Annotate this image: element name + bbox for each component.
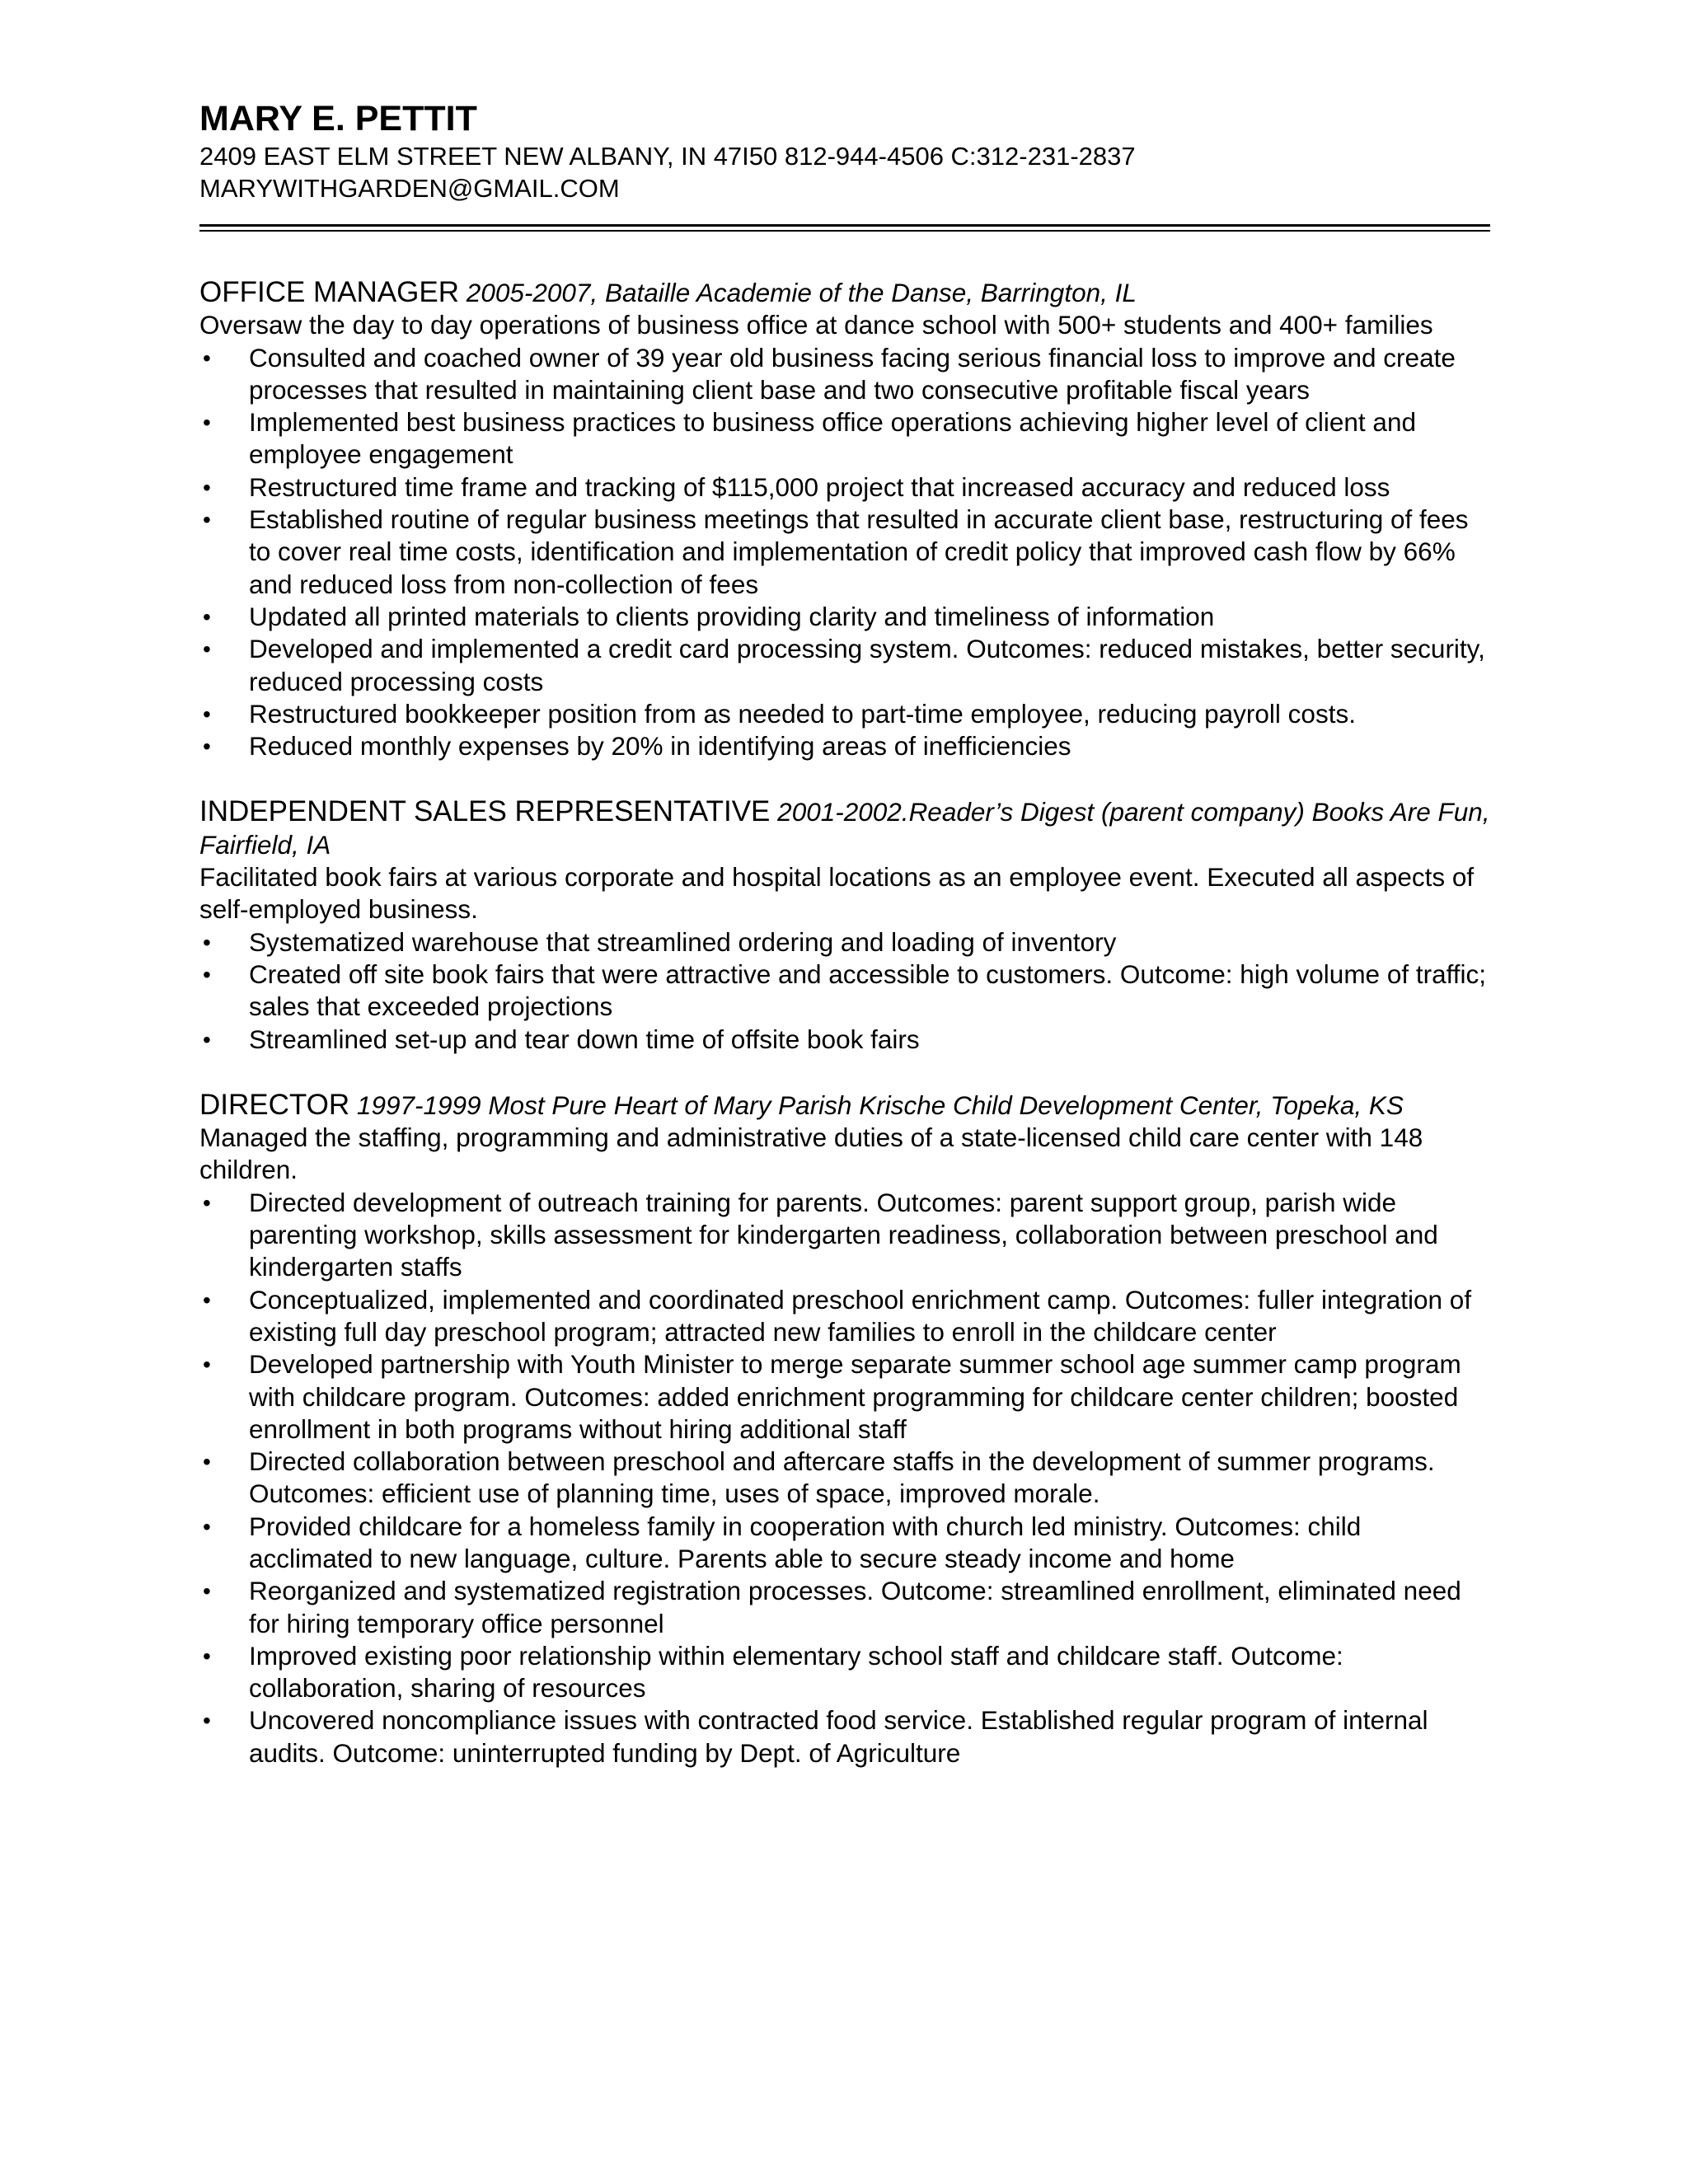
bullet-icon: • [203,603,211,630]
bullet-icon: • [203,929,211,955]
job-dates-employer: 2005-2007, Bataille Academie of the Danse, Barrington, IL [466,278,1137,307]
experience-list [199,276,1490,1769]
bullet-icon: • [203,733,211,760]
achievement-item [199,1284,1490,1349]
bullet-icon: • [203,1189,211,1216]
job-header [199,276,1490,309]
achievement-text: Uncovered noncompliance issues with contracted food service. Established regular program of internal audits. Outcome: uninterrupted funding by Dept. of Agriculture [249,1705,1428,1768]
bullet-icon: • [203,1286,211,1313]
achievement-item [199,504,1490,601]
job-summary: Facilitated book fairs at various corporate and hospital locations as an employee event. Executed all aspects of self-employed business. [199,862,1475,925]
email-line: MARYWITHGARDEN@GMAIL.COM [199,174,620,203]
achievement-item [199,1511,1490,1576]
job-title: INDEPENDENT SALES REPRESENTATIVE [199,795,771,828]
achievement-text: Restructured bookkeeper position from as needed to part-time employee, reducing payroll costs. [249,698,1356,729]
achievement-item [199,730,1490,762]
achievement-text: Improved existing poor relationship within elementary school staff and childcare staff. Outcome: collaboration, sharing of resources [249,1640,1343,1704]
achievement-item [199,633,1490,698]
achievement-item [199,601,1490,633]
achievement-text: Streamlined set-up and tear down time of offsite book fairs [249,1024,920,1054]
job-summary: Managed the staffing, programming and administrative duties of a state-licensed child care center with 148 children. [199,1122,1423,1185]
job-section [199,795,1490,1055]
achievement-text: Directed collaboration between preschool and aftercare staffs in the development of summer programs. Outcomes: efficient use of planning time, uses of space, improved morale. [249,1446,1435,1509]
job-title: DIRECTOR [199,1088,350,1121]
bullet-icon: • [203,1352,211,1378]
bullet-icon: • [203,410,211,436]
achievement-text: Conceptualized, implemented and coordinated preschool enrichment camp. Outcomes: fuller integration of existing full day preschool program; attracted new families to enroll in the childcare center [249,1284,1472,1347]
job-section [199,276,1490,762]
achievement-item [199,471,1490,504]
achievement-text: Restructured time frame and tracking of $115,000 project that increased accuracy and reduced loss [249,471,1390,502]
address-phone-line: 2409 EAST ELM STREET NEW ALBANY, IN 47I50 812-944-4506 C:312-231-2837 [199,142,1136,171]
achievement-text: Established routine of regular business meetings that resulted in accurate client base, restructuring of fees to cover real time costs, identification and implementation of credit policy that improved cash flow by 66% and reduced loss from non-collection of fees [249,504,1469,599]
candidate-name: MARY E. PETTIT [199,99,477,138]
achievement-item [199,698,1490,730]
bullet-icon: • [203,1708,211,1734]
achievement-text: Developed partnership with Youth Minister to merge separate summer school age summer camp program with childcare program. Outcomes: added enrichment programming for childcare center children; boosted enrollment in both programs without hiring additional staff [249,1349,1461,1444]
achievement-item [199,1640,1490,1705]
achievement-text: Updated all printed materials to clients providing clarity and timeliness of information [249,601,1215,631]
bullet-icon: • [203,1578,211,1605]
achievement-item [199,958,1490,1024]
job-section [199,1089,1490,1769]
achievement-list [199,926,1490,1056]
header-divider [199,224,1490,232]
achievement-item [199,1704,1490,1769]
achievement-text: Systematized warehouse that streamlined ordering and loading of inventory [249,926,1117,957]
achievement-item [199,342,1490,407]
bullet-icon: • [203,961,211,987]
achievement-item [199,926,1490,958]
bullet-icon: • [203,344,211,371]
bullet-icon: • [203,1513,211,1540]
achievement-text: Implemented best business practices to business office operations achieving higher level of client and employee engagement [249,407,1416,470]
achievement-item [199,1024,1490,1056]
achievement-item [199,1575,1490,1640]
bullet-icon: • [203,1026,211,1052]
achievement-text: Reduced monthly expenses by 20% in identifying areas of inefficiencies [249,731,1071,762]
achievement-item [199,1446,1490,1511]
achievement-item [199,1187,1490,1284]
achievement-text: Consulted and coached owner of 39 year old business facing serious financial loss to improve and create processes that resulted in maintaining client base and two consecutive profitable fiscal years [249,342,1456,405]
bullet-icon: • [203,1449,211,1475]
job-dates-employer: 1997-1999 Most Pure Heart of Mary Parish Krische Child Development Center, Topeka, KS [356,1090,1404,1120]
achievement-list [199,342,1490,763]
bullet-icon: • [203,507,211,533]
resume-page [199,97,1490,1769]
achievement-text: Developed and implemented a credit card processing system. Outcomes: reduced mistakes, better security, reduced processing costs [249,634,1485,696]
job-summary: Oversaw the day to day operations of business office at dance school with 500+ students and 400+ families [199,310,1433,340]
achievement-list [199,1187,1490,1769]
bullet-icon: • [203,474,211,500]
achievement-text: Created off site book fairs that were attractive and accessible to customers. Outcome: high volume of traffic; sales that exceeded projections [249,958,1487,1022]
achievement-item [199,1348,1490,1446]
job-header [199,795,1490,861]
job-header [199,1089,1490,1122]
bullet-icon: • [203,701,211,727]
job-title: OFFICE MANAGER [199,276,460,308]
achievement-text: Provided childcare for a homeless family in cooperation with church led ministry. Outcomes: child acclimated to new language, culture. Parents able to secure steady income and home [249,1511,1362,1573]
achievement-item [199,406,1490,471]
bullet-icon: • [203,1643,211,1669]
job-dates-employer: 2001-2002.Reader’s Digest (parent company) Books Are Fun, Fairfield, IA [199,797,1490,860]
achievement-text: Directed development of outreach training for parents. Outcomes: parent support group, parish wide parenting workshop, skills assessment for kindergarten readiness, collaboration between preschool and kindergarten staffs [249,1187,1438,1282]
achievement-text: Reorganized and systematized registration processes. Outcome: streamlined enrollment, eliminated need for hiring temporary office personnel [249,1576,1461,1638]
bullet-icon: • [203,636,211,663]
